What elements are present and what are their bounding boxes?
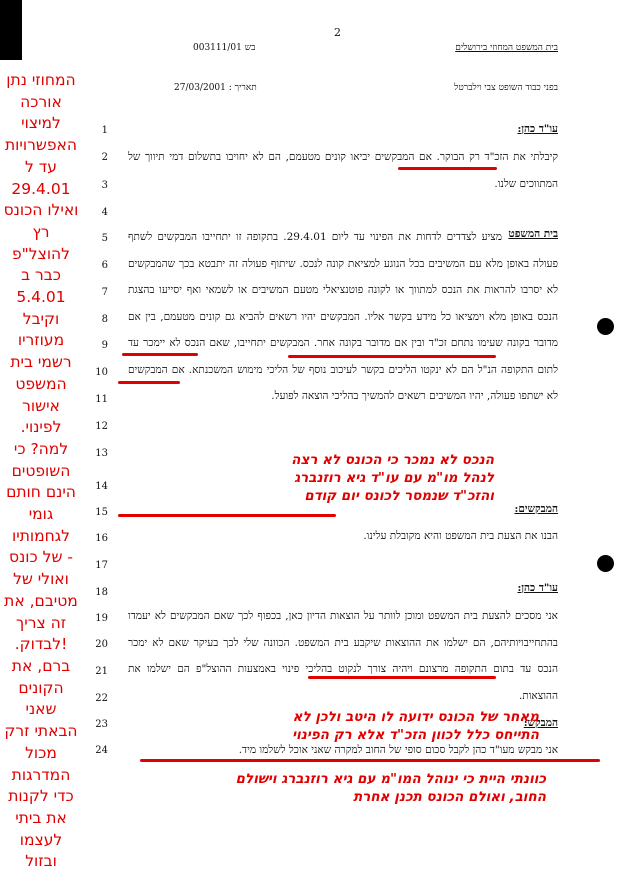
line-number: 10	[95, 367, 108, 378]
paragraph-applicants-agree: הבנו את הצעת בית המשפט והיא מקובלת עלינו.	[363, 530, 558, 542]
punch-hole-top	[597, 318, 614, 335]
line-number: 11	[95, 394, 108, 405]
line-number: 17	[95, 560, 108, 571]
handwritten-note-1: הנכס לא נמכר כי הכונס לא רצה לנהל מו"מ עם עו"ד גיא רוזנברג והזכ"ד שנמסר לכונס יום קודם	[291, 452, 494, 504]
line-number: 7	[101, 287, 108, 298]
underline-mark-1	[398, 167, 497, 170]
line-number: 15	[95, 507, 108, 518]
section-heading-court: בית המשפט	[508, 228, 558, 240]
line-number: 4	[101, 207, 108, 218]
section-heading-receiver-2: עו"ד כהן:	[517, 582, 558, 594]
page-number: 2	[334, 26, 341, 39]
section-heading-applicants: המבקשים:	[514, 503, 558, 515]
line-number: 16	[95, 533, 108, 544]
line-number: 8	[101, 314, 108, 325]
line-number: 19	[95, 613, 108, 624]
line-number: 3	[101, 180, 108, 191]
underline-mark-5	[118, 514, 336, 517]
underline-mark-3	[118, 381, 180, 384]
line-number: 23	[95, 719, 108, 730]
underline-mark-2	[122, 353, 198, 356]
judge-name: בפני כבוד השופט צבי וילברטל	[454, 83, 558, 93]
line-number: 2	[101, 152, 108, 163]
line-number: 1	[101, 125, 108, 136]
handwritten-note-2: מאחר של הכונס ידועה לו היטב ולכן לא התייחס כלל לכוון הזכ"ד אלא רק הפינוי	[292, 709, 539, 743]
line-number: 20	[95, 639, 108, 650]
line-number: 12	[95, 421, 108, 432]
underline-mark-6	[308, 676, 496, 679]
line-number: 14	[95, 481, 108, 492]
line-number: 24	[95, 745, 108, 756]
paragraph-applicant-request: אני מבקש מעו"ד כהן לקבל סכום סופי של החוב למקרה שאני אוכל לשלמו מיד.	[238, 744, 558, 756]
underline-mark-7	[140, 759, 600, 762]
paragraph-receiver-statement: קיבלתי את הזכ"ד רק הבוקר. אם המבקשים יביאו קונים מטעמם, הם לא יחויבו בתשלום דמי תיווך של המתווכים שלנו.	[128, 151, 558, 190]
line-number: 9	[101, 340, 108, 351]
underline-mark-4	[288, 355, 496, 358]
line-number: 21	[95, 666, 108, 677]
handwritten-note-3: כוונתי היית כי ינוהל המו"מ עם גיא רוזנברג וישולם החוב, ואולם הכונס תכנן אחרת	[235, 771, 546, 805]
line-number: 6	[101, 260, 108, 271]
line-number: 13	[95, 448, 108, 459]
line-number: 18	[95, 587, 108, 598]
hearing-date: תאריך : 27/03/2001	[174, 83, 257, 93]
punch-hole-bottom	[597, 555, 614, 572]
section-heading-applicant: המבקש:	[523, 717, 558, 729]
section-heading-receiver: עו"ד כהן:	[517, 123, 558, 135]
line-number: 22	[95, 693, 108, 704]
handwritten-side-note: המחוזי נתן אורכה למיצוי האפשרויות עד ל 29.4.01 ואילו הכונס רץ להוצל"פ כבר ב 5.4.01 וקיבל מעוזריו רשמי בית המשפט אישור לפינוי. למה? כי השופטים הינם חותם גומי לגחמותיו - של כונס ואולי של מטיבם, את זה צריך !לבדוק. ברם, את הקונים שאני הבאתי זרק מכול המדרגות כדי לקנות את ביתי לעצמו ובזול	[3, 71, 79, 871]
paragraph-receiver-consent: אני מסכים להצעת בית המשפט ומוכן לוותר על הוצאות הדיון כאן, בכפוף לכך שאם המבקשים לא יעמדו בהתחייבויותיהם, הם ישלמו את ההוצאות שיקבע בית המשפט. הכוונה שלי לכך בעיקר שאם לא ימכר הנכס עד בתום התקופה מרצונם ויהיה צורך לנקוט בהליכי פינוי באמצעות ההוצל"פ הם ישלמו את ההוצאות.	[128, 610, 558, 702]
black-corner-bar	[0, 0, 22, 60]
paragraph-court-proposal: מציע לצדדים לדחות את הפינוי עד ליום 29.4.01. בתקופה זו יתחייבו המבקשים לשתף פעולה באופן מלא עם המשיבים בכל הנוגע למציאת קונה לנכס. שיתוף פעולה זה יתבטא בכך שהמבקשים לא יסרבו להראות את הנכס למתווך או לקונה פוטנציאלי מטעם המשיבים או לשמאי ואף יסייעו בהצגת הנכס באופן מלא וימציאו כל מידע בקשר אליו. המבקשים יהיו רשאים להביא גם קונים מטעמם, בין אם מדובר בקונה שעימו נתחם זכ"ד ובין אם מדובר בקונה אחר. המבקשים יתחייבו, שאם הנכס לא יימכר עד לתום התקופה הנ"ל הם לא ינקטו הליכים בקשר לעיכוב נוסף של הליכי מימוש המשכנתא. אם המבקשים לא ישתפו פעולה, יהיו המשיבים רשאים להמשיך בהליכי הוצאה לפועל.	[128, 231, 558, 402]
court-name: בית המשפט המחוזי בירושלים	[455, 43, 558, 53]
line-number: 5	[101, 233, 108, 244]
case-number: בש 003111/01	[193, 43, 256, 53]
